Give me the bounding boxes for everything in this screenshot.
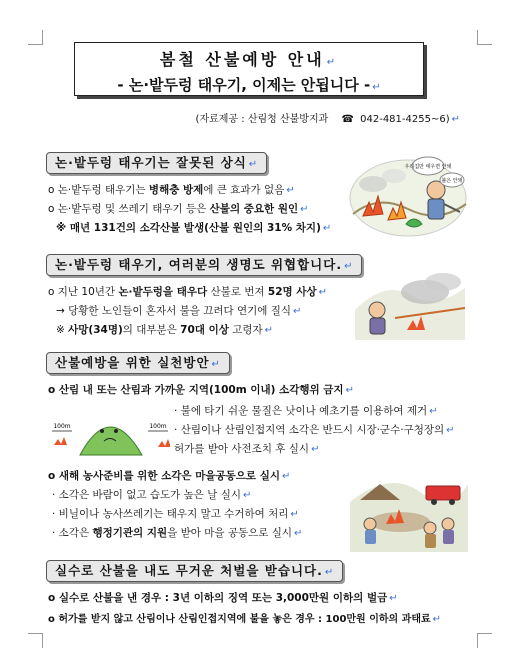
distance-label-right: 100m — [149, 423, 167, 430]
crop-mark-top-right — [477, 30, 492, 45]
section3-line1: o 산림 내 또는 산림과 가까운 지역(100m 이내) 소각행위 금지 ↵ — [48, 384, 354, 396]
section1-line3: ※ 매년 131건의 소각산불 발생(산불 원인의 31% 차지) ↵ — [56, 222, 332, 234]
source-note: (자료제공 : 산림청 산불방지과 ☎ 042-481-4255~6) ↵ — [195, 114, 460, 125]
crop-mark-top-left — [28, 30, 43, 45]
title-box — [74, 42, 424, 96]
section3-line6: · 소각은 바람이 없고 습도가 높은 날 실시 ↵ — [52, 489, 252, 501]
phone-icon: ☎ — [341, 114, 354, 125]
section4-line2: o 허가를 받지 않고 산림이나 산림인접지역에 불을 놓은 경우 : 100만원 이하의 과태료 ↵ — [48, 614, 442, 625]
section-heading-3: 산불예방을 위한 실천방안 ↵ — [46, 352, 230, 374]
section-heading-4: 실수로 산불을 내도 무거운 처벌을 받습니다. ↵ — [46, 560, 343, 582]
section-heading-1: 논·밭두렁 태우기는 잘못된 상식 ↵ — [46, 152, 267, 174]
crop-mark-bottom-left — [28, 633, 43, 648]
section3-line3: · 산림이나 산림인접지역 소각은 반드시 시장·군수·구청장의 ↵ — [174, 424, 455, 436]
section2-line1: o 지난 10년간 논·밭두렁을 태우다 산불로 번져 52명 사상 ↵ — [48, 286, 327, 298]
section2-line3: ※ 사망(34명)의 대부분은 70대 이상 고령자 ↵ — [56, 324, 274, 336]
page-subtitle: - 논·밭두렁 태우기, 이제는 안됩니다 - ↵ — [117, 76, 381, 94]
page-title: 봄철 산불예방 안내 ↵ — [159, 50, 339, 69]
section1-line1: o 논·밭두렁 태우기는 병해충 방제에 큰 효과가 없음 ↵ — [48, 184, 295, 196]
mountain-distance-illustration — [50, 395, 170, 459]
section3-line5: o 새해 농사준비를 위한 소각은 마을공동으로 실시 ↵ — [48, 470, 291, 482]
section2-line2: → 당황한 노인들이 혼자서 불을 끄려다 연기에 질식 ↵ — [56, 305, 302, 317]
crop-mark-bottom-right — [477, 633, 492, 648]
section4-line1: o 실수로 산불을 낸 경우 : 3년 이하의 징역 또는 3,000만원 이하의 벌금 ↵ — [48, 592, 398, 604]
section3-line7: · 비닐이나 농사쓰레기는 태우지 말고 수거하여 처리 ↵ — [52, 508, 299, 520]
speech-bubble-1: 우리집만 태우면 안돼 — [404, 164, 452, 170]
field-burning-illustration — [348, 154, 468, 238]
smoke-elderly-illustration — [355, 270, 465, 340]
distance-label-left: 100m — [53, 423, 71, 430]
speech-bubble-2: 불은 안돼 — [441, 178, 463, 184]
section1-line2: o 논·밭두렁 및 쓰레기 태우기 등은 산불의 중요한 원인 ↵ — [48, 203, 309, 215]
section3-line8: · 소각은 행정기관의 지원을 받아 마을 공동으로 실시 ↵ — [52, 527, 303, 539]
section3-line4: 허가를 받아 사전조치 후 실시 ↵ — [174, 443, 320, 455]
section3-line2: · 불에 타기 쉬운 물질은 낫이나 예초기를 이용하여 제거 ↵ — [174, 405, 438, 417]
village-fire-truck-illustration — [350, 462, 468, 552]
section-heading-2: 논·밭두렁 태우기, 여러분의 생명도 위협합니다. ↵ — [46, 254, 362, 276]
